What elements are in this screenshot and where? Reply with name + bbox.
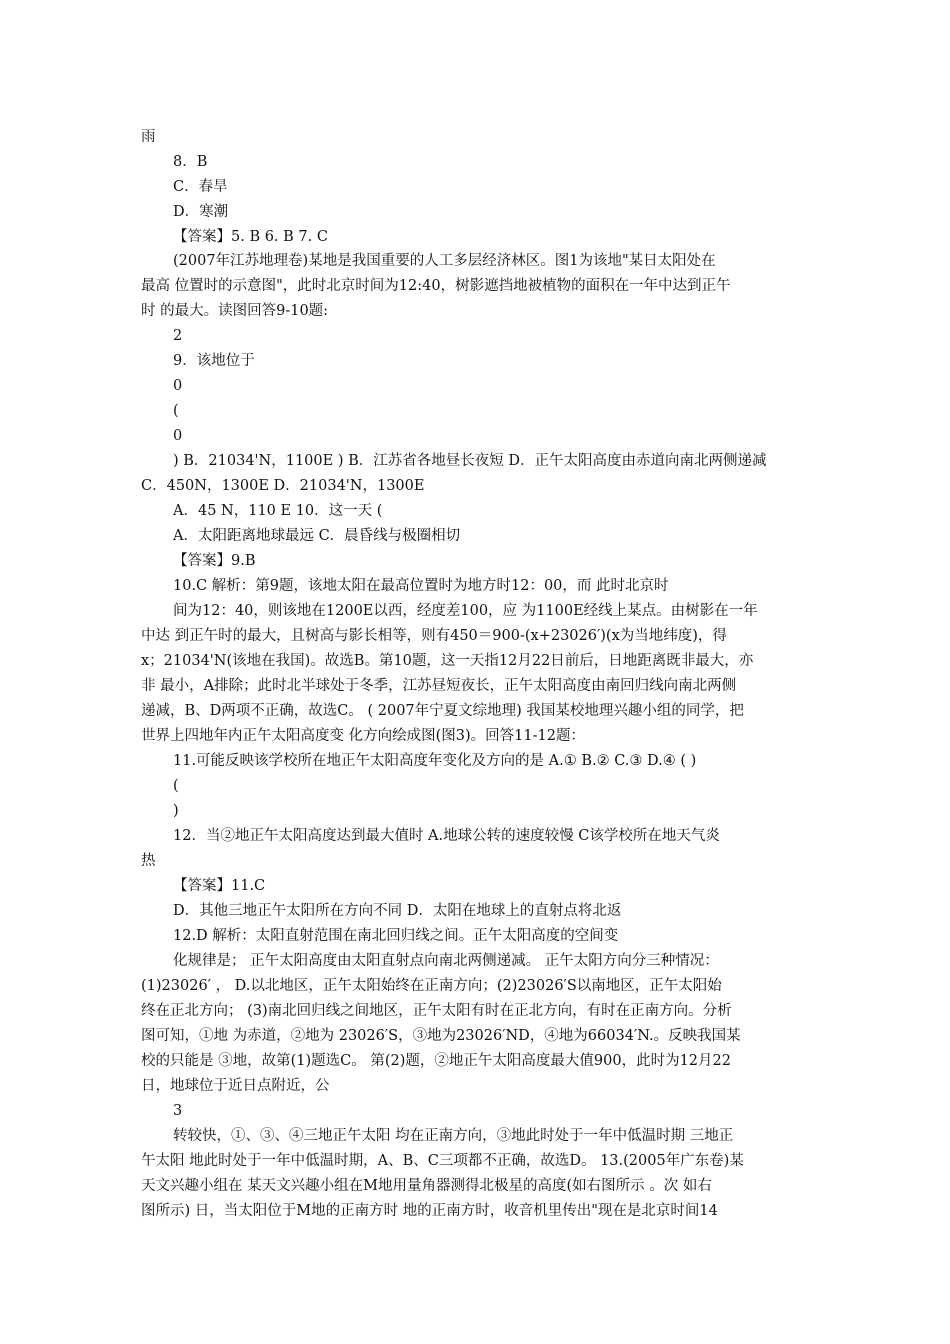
explanation-line: 图所示) 日，当太阳位于M地的正南方时 地的正南方时，收音机里传出"现在是北京时间14: [141, 1203, 718, 1219]
option-line: D．其他三地正午太阳所在方向不同 D．太阳在地球上的直射点将北返: [173, 903, 622, 919]
question-intro-line: (2007年江苏地理卷)某地是我国重要的人工多层经济林区。图1为该地"某日太阳处在: [173, 253, 716, 269]
explanation-line: 10.C 解析：第9题，该地太阳在最高位置时为地方时12：00，而 此时北京时: [173, 578, 669, 594]
option-line: A．太阳距离地球最远 C．晨昏线与极圈相切: [173, 528, 461, 544]
text-line: 0: [173, 428, 183, 444]
explanation-line: 递减，B、D两项不正确，故选C。 ( 2007年宁夏文综地理) 我国某校地理兴趣小组的同学，把: [141, 703, 744, 719]
explanation-line: 非 最小，A排除；此时北半球处于冬季，江苏昼短夜长，正午太阳高度由南回归线向南北两侧: [141, 678, 737, 694]
text-line: 0: [173, 378, 183, 394]
text-line: 雨: [141, 129, 156, 145]
answer-line: 【答案】11.C: [173, 878, 266, 894]
explanation-line: 世界上四地年内正午太阳高度变 化方向绘成图(图3)。回答11-12题：: [141, 728, 585, 744]
text-line: 3: [173, 1103, 183, 1119]
explanation-line: 图可知，①地 为赤道，②地为 23026′S，③地为23026′ND，④地为66034′N.。反映我国某: [141, 1028, 741, 1044]
text-line: (: [173, 778, 179, 794]
explanation-line: 转较快，①、③、④三地正午太阳 均在正南方向，③地此时处于一年中低温时期 三地正: [173, 1128, 734, 1144]
explanation-line: 间为12：40，则该地在1200E以西，经度差100，应 为1100E经线上某点。由树影在一年: [173, 603, 758, 619]
text-line: 2: [173, 328, 183, 344]
text-line: D．寒潮: [173, 204, 229, 220]
explanation-line: 日，地球位于近日点附近，公: [141, 1078, 330, 1094]
question-line: 11.可能反映该学校所在地正午太阳高度年变化及方向的是 A.① B.② C.③ D.④ ( ): [173, 753, 697, 769]
option-line: ) B．21034'N，1100E ) B．江苏省各地昼长夜短 D．正午太阳高度由赤道向南北两侧递减: [173, 453, 767, 469]
explanation-line: (1)23026′ ， D.以北地区，正午太阳始终在正南方向；(2)23026′S以南地区，正午太阳始: [141, 978, 722, 994]
answer-line: 【答案】9.B: [173, 553, 256, 569]
option-line: C．450N，1300E D．21034'N，1300E: [141, 478, 425, 494]
option-line: A．45 N，110 E 10．这一天 (: [173, 503, 383, 519]
explanation-line: 中达 到正午时的最大，且树高与影长相等，则有450＝900-(x+23026′)(x为当地纬度)，得: [141, 628, 727, 644]
explanation-line: 校的只能是 ③地，故第(1)题选C。 第(2)题，②地正午太阳高度最大值900，此时为12月22: [141, 1053, 731, 1069]
text-line: (: [173, 403, 179, 419]
explanation-line: 12.D 解析：太阳直射范围在南北回归线之间。正午太阳高度的空间变: [173, 928, 619, 944]
question-line: 9．该地位于: [173, 353, 255, 369]
text-line: 热: [141, 853, 156, 869]
explanation-line: 终在正北方向； (3)南北回归线之间地区，正午太阳有时在正北方向，有时在正南方向。分析: [141, 1003, 732, 1019]
text-line: 时 的最大。读图回答9-10题:: [141, 303, 329, 319]
text-line: ): [173, 803, 179, 819]
text-line: 8．B: [173, 154, 208, 170]
explanation-line: 天文兴趣小组在 某天文兴趣小组在M地用量角器测得北极星的高度(如右图所示 。次 如右: [141, 1178, 712, 1194]
text-line: 最高 位置时的示意图"，此时北京时间为12:40，树影遮挡地被植物的面积在一年中达到正午: [141, 278, 731, 294]
text-line: C．春旱: [173, 179, 228, 195]
answer-line: 【答案】5. B 6. B 7. C: [173, 229, 328, 245]
explanation-line: x；21034'N(该地在我国)。故选B。第10题，这一天指12月22日前后，日地距离既非最大，亦: [141, 653, 754, 669]
question-line: 12．当②地正午太阳高度达到最大值时 A.地球公转的速度较慢 C该学校所在地天气炎: [173, 828, 720, 844]
explanation-line: 午太阳 地此时处于一年中低温时期，A、B、C三项都不正确，故选D。 13.(2005年广东卷)某: [141, 1153, 744, 1169]
explanation-line: 化规律是； 正午太阳高度由太阳直射点向南北两侧递减。 正午太阳方向分三种情况：: [173, 953, 719, 969]
